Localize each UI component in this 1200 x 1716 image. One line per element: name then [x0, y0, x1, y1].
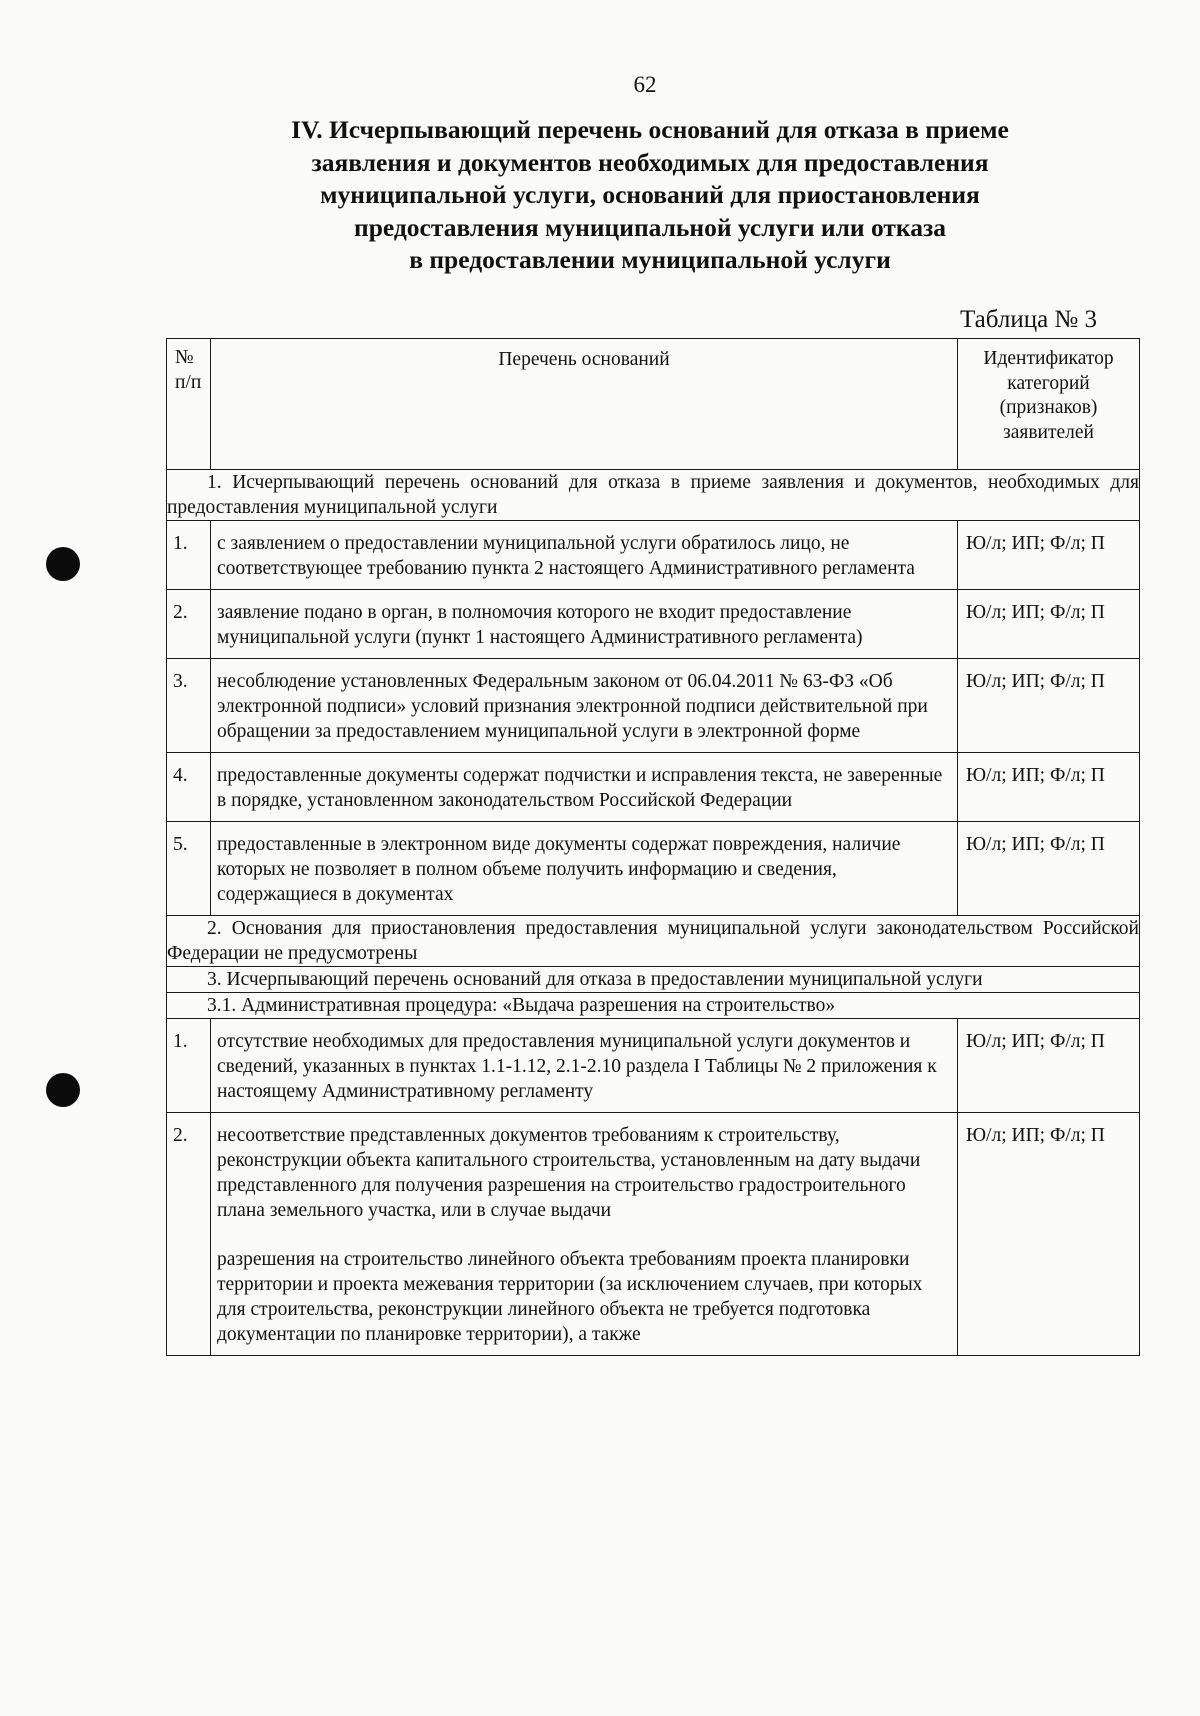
row-ground-text [211, 1019, 958, 1113]
binder-hole-mark [46, 1073, 80, 1107]
row-number: 4. [167, 753, 211, 822]
row-ground-text [211, 1113, 958, 1356]
ground-paragraph: с заявлением о предоставлении муниципальной услуги обратилось лицо, не соответствующее требованию пункта 2 настоящего Административного регламента [217, 533, 915, 579]
heading-line: предоставления муниципальной услуги или отказа [354, 212, 946, 242]
grounds-table [166, 338, 1140, 1356]
row-ground-text [211, 822, 958, 916]
header-number: № п/п [167, 339, 211, 470]
row-ground-text [211, 590, 958, 659]
table-header-row [167, 339, 1140, 470]
heading-line: в предоставлении муниципальной услуги [409, 245, 891, 274]
row-number: 2. [167, 590, 211, 659]
header-applicant-category: Идентификатор категорий (признаков) заявителей [958, 339, 1140, 470]
section-title-cell [167, 993, 1140, 1019]
row-number: 1. [167, 1019, 211, 1113]
section-row [167, 967, 1140, 993]
row-number: 3. [167, 659, 211, 753]
section-title-cell [167, 470, 1140, 521]
grounds-table-body [167, 339, 1140, 1356]
row-ground-text [211, 753, 958, 822]
table-row [167, 590, 1140, 659]
heading-line: заявления и документов необходимых для предоставления [311, 147, 989, 177]
ground-paragraph: несоблюдение установленных Федеральным законом от 06.04.2011 № 63-ФЗ «Об электронной подписи» условий признания электронной подписи действительной при обращении за предоставлением муниципальной услуги в электронной форме [217, 671, 928, 742]
table-row [167, 753, 1140, 822]
row-applicant-category: Ю/л; ИП; Ф/л; П [958, 822, 1140, 916]
heading-line: муниципальной услуги, оснований для приостановления [320, 180, 980, 209]
table-row [167, 521, 1140, 590]
ground-paragraph: отсутствие необходимых для предоставления муниципальной услуги документов и сведений, указанных в пунктах 1.1-1.12, 2.1-2.10 раздела I Таблицы № 2 приложения к настоящему Административному регламенту [217, 1031, 937, 1102]
row-ground-text [211, 521, 958, 590]
ground-paragraph: заявление подано в орган, в полномочия которого не входит предоставление муниципальной услуги (пункт 1 настоящего Административного регламента) [217, 602, 863, 648]
heading-line: IV. Исчерпывающий перечень оснований для отказа в приеме [291, 115, 1009, 144]
ground-paragraph: разрешения на строительство линейного объекта требованиям проекта планировки территории и проекта межевания территории (за исключением случаев, при которых для строительства, реконструкции линейного объекта не требуется подготовка документации по планировке территории), а также [217, 1249, 923, 1345]
table-row [167, 1113, 1140, 1356]
section-title: 3. Исчерпывающий перечень оснований для отказа в предоставлении муниципальной услуги [207, 969, 983, 990]
row-ground-text [211, 659, 958, 753]
row-applicant-category: Ю/л; ИП; Ф/л; П [958, 753, 1140, 822]
section-heading [170, 114, 1130, 277]
row-applicant-category: Ю/л; ИП; Ф/л; П [958, 1113, 1140, 1356]
row-number: 5. [167, 822, 211, 916]
table-row [167, 1019, 1140, 1113]
section-title: 2. Основания для приостановления предоставления муниципальной услуги законодательством Российской Федерации не предусмотрены [167, 918, 1139, 964]
row-applicant-category: Ю/л; ИП; Ф/л; П [958, 1019, 1140, 1113]
section-title-cell [167, 916, 1140, 967]
row-applicant-category: Ю/л; ИП; Ф/л; П [958, 659, 1140, 753]
row-applicant-category: Ю/л; ИП; Ф/л; П [958, 590, 1140, 659]
page-number: 62 [633, 72, 657, 97]
binder-hole-mark [46, 547, 80, 581]
section-title: 1. Исчерпывающий перечень оснований для отказа в приеме заявления и документов, необходимых для предоставления муниципальной услуги [167, 472, 1139, 518]
section-row [167, 470, 1140, 521]
row-number: 1. [167, 521, 211, 590]
table-row [167, 659, 1140, 753]
section-row [167, 993, 1140, 1019]
section-title-cell [167, 967, 1140, 993]
ground-paragraph: предоставленные документы содержат подчистки и исправления текста, не заверенные в порядке, установленном законодательством Российской Федерации [217, 765, 943, 811]
row-applicant-category: Ю/л; ИП; Ф/л; П [958, 521, 1140, 590]
table-caption: Таблица № 3 [960, 306, 1098, 333]
row-number: 2. [167, 1113, 211, 1356]
section-title: 3.1. Административная процедура: «Выдача разрешения на строительство» [207, 995, 836, 1016]
ground-paragraph: предоставленные в электронном виде документы содержат повреждения, наличие которых не позволяет в полном объеме получить информацию и сведения, содержащиеся в документах [217, 834, 901, 905]
header-grounds-list: Перечень оснований [211, 339, 958, 470]
section-row [167, 916, 1140, 967]
ground-paragraph: несоответствие представленных документов требованиям к строительству, реконструкции объекта капитального строительства, установленным на дату выдачи представленного для получения разрешения на строительство градостроительного плана земельного участка, или в случае выдачи [217, 1125, 921, 1221]
table-row [167, 822, 1140, 916]
